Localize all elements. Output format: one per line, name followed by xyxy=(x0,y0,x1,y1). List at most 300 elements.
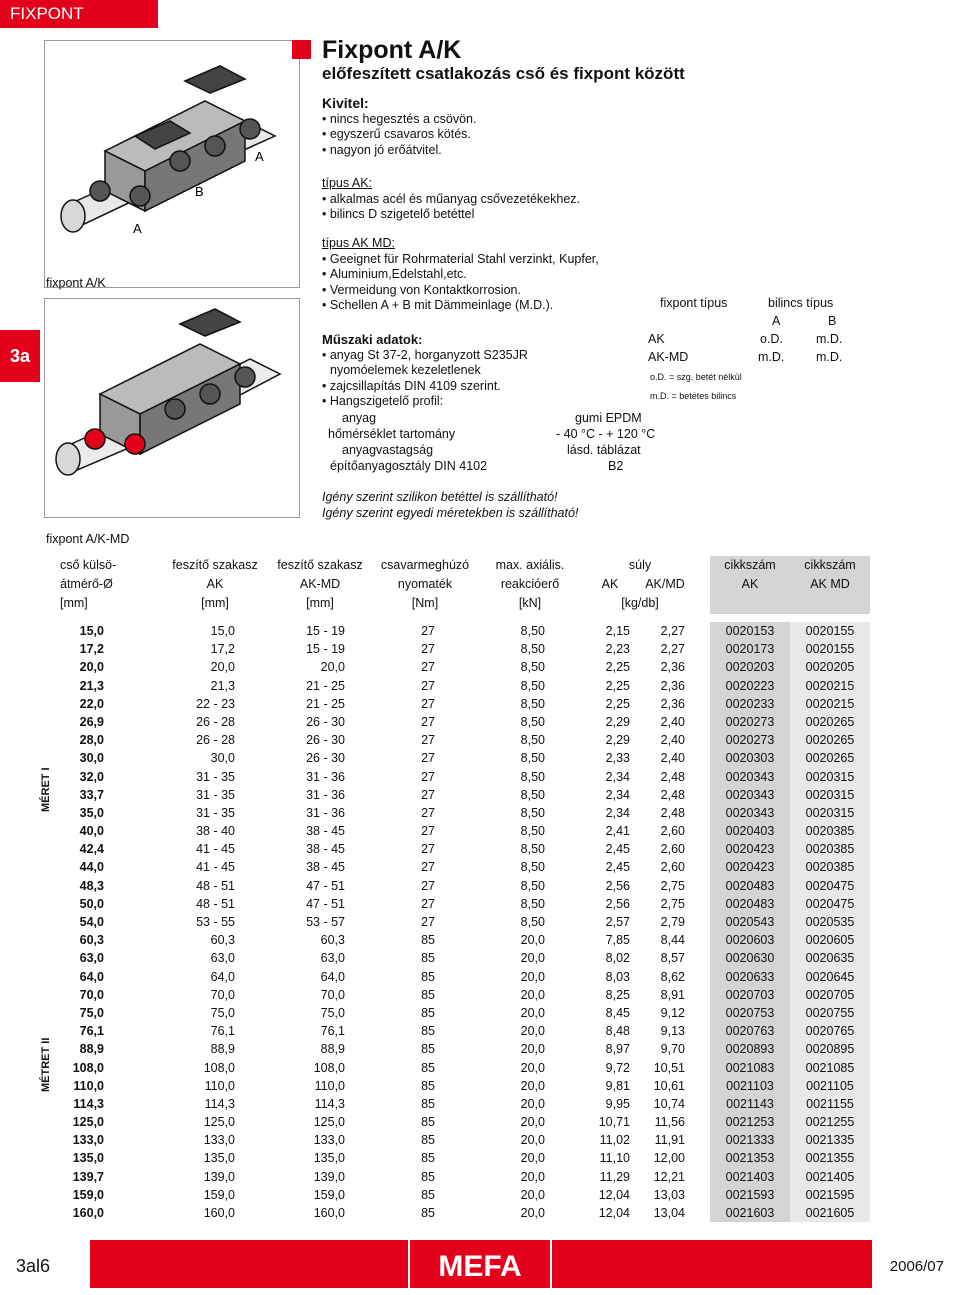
prop-value: gumi EPDM xyxy=(575,411,642,425)
table-cell: 160,0 xyxy=(203,1206,235,1220)
table-cell: 133,0 xyxy=(72,1133,104,1148)
table-cell: 15 - 19 xyxy=(306,624,345,638)
table-cell: 64,0 xyxy=(210,969,235,984)
chapter-tab: 3a xyxy=(0,330,40,382)
table-cell: 8,50 xyxy=(520,714,545,729)
table-cell: 0020635 xyxy=(790,949,870,967)
table-cell: 63,0 xyxy=(79,951,104,966)
table-cell: 27 xyxy=(421,733,435,748)
table-cell: 7,85 xyxy=(605,933,630,948)
col-header: csavarmeghúzó xyxy=(380,558,470,572)
table-cell: 0021253 xyxy=(710,1113,790,1131)
table-cell: 27 xyxy=(421,751,435,766)
table-cell: 2,29 xyxy=(605,733,630,748)
table-cell: 8,91 xyxy=(660,987,685,1002)
table-cell: 17,2 xyxy=(210,642,235,657)
table-cell: 27 xyxy=(421,842,435,857)
table-cell: 41 - 45 xyxy=(196,842,235,857)
table-cell: 20,0 xyxy=(520,987,545,1002)
table-cell: 20,0 xyxy=(520,1133,545,1148)
table-cell: 0020205 xyxy=(790,658,870,676)
table-cell: 0020385 xyxy=(790,840,870,858)
col-header: [kN] xyxy=(518,596,542,610)
table-cell: 27 xyxy=(421,769,435,784)
table-cell: 133,0 xyxy=(203,1133,235,1148)
table-cell: 11,56 xyxy=(654,1115,685,1130)
table-cell: 85 xyxy=(421,1096,435,1111)
table-cell: 26,9 xyxy=(79,714,104,729)
legend-note: m.D. = betétes bilincs xyxy=(650,391,737,401)
table-cell: 21 - 25 xyxy=(306,678,345,693)
table-cell: 0020233 xyxy=(710,695,790,713)
table-cell: 85 xyxy=(421,1115,435,1130)
table-cell: 2,40 xyxy=(660,733,685,748)
table-cell: 2,40 xyxy=(660,751,685,766)
table-row xyxy=(60,913,870,931)
table-cell: 76,1 xyxy=(210,1024,235,1039)
col-header: AK-MD xyxy=(299,577,341,591)
col-header: AK/MD xyxy=(645,577,685,591)
table-cell: 0021405 xyxy=(790,1168,870,1186)
table-cell: 0020535 xyxy=(790,913,870,931)
table-row xyxy=(60,786,870,804)
table-cell: 53 - 57 xyxy=(306,915,345,929)
table-cell: 20,0 xyxy=(79,660,104,675)
table-cell: 2,33 xyxy=(605,751,630,766)
table-cell: 133,0 xyxy=(313,1133,345,1148)
table-cell: 0021353 xyxy=(710,1149,790,1167)
table-cell: 70,0 xyxy=(210,987,235,1002)
table-cell: 0020703 xyxy=(710,986,790,1004)
col-header: nyomaték xyxy=(397,577,453,591)
table-cell: 27 xyxy=(421,660,435,675)
muszaki-heading: Műszaki adatok: xyxy=(322,332,423,347)
table-cell: 160,0 xyxy=(313,1206,345,1220)
table-cell: 2,75 xyxy=(660,896,685,911)
table-cell: 20,0 xyxy=(520,1187,545,1202)
table-cell: 20,0 xyxy=(520,1078,545,1093)
table-cell: 0021255 xyxy=(790,1113,870,1131)
table-row xyxy=(60,1168,870,1186)
table-cell: 20,0 xyxy=(520,1169,545,1184)
table-row xyxy=(60,677,870,695)
table-cell: 70,0 xyxy=(79,987,104,1002)
table-cell: 26 - 30 xyxy=(306,751,345,766)
note-line: Igény szerint egyedi méretekben is szállítható! xyxy=(322,506,579,520)
table-cell: 85 xyxy=(421,969,435,984)
tipus-akmd-item: • Schellen A + B mit Dämmeinlage (M.D.). xyxy=(322,298,599,314)
table-cell: 0020755 xyxy=(790,1004,870,1022)
col-header: cikkszám xyxy=(724,558,776,572)
table-cell: 2,41 xyxy=(605,824,630,839)
table-row xyxy=(60,1004,870,1022)
table-cell: 17,2 xyxy=(79,642,104,657)
table-cell: 8,97 xyxy=(605,1042,630,1057)
table-cell: 0020315 xyxy=(790,768,870,786)
table-cell: 8,50 xyxy=(520,860,545,875)
table-cell: 0021103 xyxy=(710,1077,790,1095)
label-a-lower: A xyxy=(133,221,142,236)
table-cell: 47 - 51 xyxy=(306,896,345,911)
table-cell: 0020765 xyxy=(790,1022,870,1040)
col-header: [kg/db] xyxy=(621,596,659,610)
table-cell: 125,0 xyxy=(313,1115,345,1130)
table-cell: 139,0 xyxy=(313,1169,345,1184)
table-cell: 8,57 xyxy=(660,951,685,966)
type-table-header: bilincs típus xyxy=(768,296,834,310)
fixpoint-akmd-illustration xyxy=(44,298,300,518)
table-cell: 12,04 xyxy=(598,1187,630,1202)
table-cell: 0020315 xyxy=(790,786,870,804)
table-cell: 0020483 xyxy=(710,877,790,895)
figure-label-akmd: fixpont A/K-MD xyxy=(46,532,130,546)
table-cell: 60,3 xyxy=(210,933,235,948)
table-cell: 110,0 xyxy=(73,1078,104,1093)
table-cell: 11,91 xyxy=(654,1133,685,1148)
page-subtitle: előfeszített csatlakozás cső és fixpont között xyxy=(322,64,685,83)
table-cell: 110,0 xyxy=(314,1078,345,1093)
type-table-cell: m.D. xyxy=(816,332,843,346)
type-table-sub: A xyxy=(772,314,781,328)
tipus-akmd-section xyxy=(322,236,599,314)
table-cell: 26 - 28 xyxy=(196,714,235,729)
table-cell: 0020423 xyxy=(710,858,790,876)
table-cell: 60,3 xyxy=(320,933,345,948)
mefa-logo xyxy=(410,1240,550,1288)
table-cell: 85 xyxy=(421,1133,435,1148)
table-cell: 8,50 xyxy=(520,696,545,711)
table-cell: 0021335 xyxy=(790,1131,870,1149)
table-cell: 0020403 xyxy=(710,822,790,840)
prop-label: építőanyagosztály DIN 4102 xyxy=(330,459,488,473)
table-cell: 8,50 xyxy=(520,678,545,693)
table-cell: 9,12 xyxy=(660,1005,685,1020)
type-table-cell: m.D. xyxy=(758,350,785,364)
section-tab: FIXPONT xyxy=(0,0,158,28)
table-cell: 20,0 xyxy=(520,969,545,984)
table-cell: 85 xyxy=(421,1060,435,1075)
table-cell: 0020153 xyxy=(710,622,790,640)
table-cell: 8,03 xyxy=(605,969,630,984)
table-cell: 85 xyxy=(421,1187,435,1202)
table-cell: 125,0 xyxy=(72,1115,104,1130)
table-row xyxy=(60,1131,870,1149)
table-cell: 2,25 xyxy=(605,678,630,693)
table-cell: 0021603 xyxy=(710,1204,790,1222)
table-cell: 26 - 30 xyxy=(306,733,345,748)
page-title: Fixpont A/K xyxy=(322,36,462,64)
muszaki-item: • zajcsillapítás DIN 4109 szerint. xyxy=(322,379,528,395)
table-cell: 31 - 35 xyxy=(196,769,235,784)
col-header: átmérő-Ø xyxy=(60,577,113,591)
table-cell: 2,36 xyxy=(660,660,685,675)
table-cell: 0020265 xyxy=(790,731,870,749)
col-header: [mm] xyxy=(60,596,88,610)
table-cell: 88,9 xyxy=(320,1042,345,1057)
table-cell: 0020343 xyxy=(710,786,790,804)
kivitel-item: • nincs hegesztés a csövön. xyxy=(322,112,476,128)
table-cell: 41 - 45 xyxy=(196,860,235,875)
prop-label: hőmérséklet tartomány xyxy=(328,427,456,441)
table-cell: 8,50 xyxy=(520,642,545,657)
table-cell: 10,74 xyxy=(653,1096,685,1111)
table-cell: 8,50 xyxy=(520,660,545,675)
table-cell: 31 - 36 xyxy=(306,769,345,784)
table-cell: 2,57 xyxy=(605,915,630,929)
table-cell: 0020203 xyxy=(710,658,790,676)
type-table-cell: m.D. xyxy=(816,350,843,364)
table-cell: 85 xyxy=(421,933,435,948)
table-cell: 31 - 36 xyxy=(306,805,345,820)
col-header: cikkszám xyxy=(804,558,856,572)
legend-note: o.D. = szg. betét nélkül xyxy=(650,372,742,382)
table-cell: 27 xyxy=(421,915,435,929)
table-cell: 2,34 xyxy=(605,787,630,802)
data-table xyxy=(60,622,870,1222)
tipus-ak-heading: típus AK: xyxy=(322,176,373,190)
table-cell: 27 xyxy=(421,860,435,875)
table-cell: 27 xyxy=(421,878,435,893)
table-row xyxy=(60,1022,870,1040)
kivitel-section xyxy=(322,96,476,158)
table-cell: 76,1 xyxy=(320,1024,345,1039)
prop-value: B2 xyxy=(608,459,624,473)
table-cell: 27 xyxy=(421,824,435,839)
table-cell: 0020215 xyxy=(790,695,870,713)
page-code: 3al6 xyxy=(16,1256,51,1276)
table-cell: 8,50 xyxy=(520,878,545,893)
table-cell: 110,0 xyxy=(204,1078,235,1093)
table-cell: 38 - 45 xyxy=(306,860,345,875)
fixpoint-ak-illustration xyxy=(44,40,300,288)
table-cell: 20,0 xyxy=(520,1024,545,1039)
table-cell: 53 - 55 xyxy=(196,915,235,929)
tipus-ak-section xyxy=(322,176,580,223)
table-cell: 20,0 xyxy=(520,951,545,966)
tipus-akmd-heading: típus AK MD: xyxy=(322,236,395,250)
table-cell: 27 xyxy=(421,678,435,693)
prop-value: lásd. táblázat xyxy=(567,443,641,457)
table-row xyxy=(60,713,870,731)
type-table-cell: o.D. xyxy=(760,332,783,346)
table-cell: 27 xyxy=(421,805,435,820)
table-cell: 8,50 xyxy=(520,733,545,748)
table-cell: 27 xyxy=(421,696,435,711)
table-cell: 64,0 xyxy=(320,969,345,984)
table-cell: 40,0 xyxy=(79,824,104,839)
col-header: AK MD xyxy=(810,577,850,591)
table-cell: 33,7 xyxy=(79,787,104,802)
table-cell: 0021105 xyxy=(790,1077,870,1095)
table-cell: 8,50 xyxy=(520,842,545,857)
table-cell: 11,10 xyxy=(599,1151,630,1166)
table-cell: 88,9 xyxy=(210,1042,235,1057)
table-cell: 0020475 xyxy=(790,877,870,895)
kivitel-item: • egyszerű csavaros kötés. xyxy=(322,127,476,143)
tipus-ak-item: • bilincs D szigetelő betéttel xyxy=(322,207,580,223)
table-row xyxy=(60,931,870,949)
table-cell: 27 xyxy=(421,624,435,638)
table-cell: 26 - 30 xyxy=(306,714,345,729)
table-cell: 20,0 xyxy=(520,1206,545,1220)
table-cell: 8,50 xyxy=(520,896,545,911)
svg-text:MEFA: MEFA xyxy=(438,1250,522,1283)
table-cell: 31 - 35 xyxy=(196,787,235,802)
table-row xyxy=(60,986,870,1004)
table-cell: 38 - 40 xyxy=(196,824,235,839)
table-cell: 0020605 xyxy=(790,931,870,949)
table-row xyxy=(60,804,870,822)
table-cell: 2,45 xyxy=(605,842,630,857)
table-cell: 135,0 xyxy=(72,1151,104,1166)
table-row xyxy=(60,1077,870,1095)
table-cell: 2,75 xyxy=(660,878,685,893)
table-row xyxy=(60,749,870,767)
table-row xyxy=(60,658,870,676)
type-table-cell: AK-MD xyxy=(648,350,689,364)
table-cell: 2,48 xyxy=(660,787,685,802)
table-cell: 9,72 xyxy=(605,1060,630,1075)
table-cell: 85 xyxy=(421,951,435,966)
label-a-upper: A xyxy=(255,149,264,164)
table-cell: 0020385 xyxy=(790,822,870,840)
col-header: súly xyxy=(628,558,652,572)
table-cell: 64,0 xyxy=(79,969,104,984)
table-cell: 88,9 xyxy=(79,1042,104,1057)
muszaki-item-cont: nyomóelemek kezeletlenek xyxy=(330,363,481,377)
table-cell: 8,50 xyxy=(520,769,545,784)
print-date: 2006/07 xyxy=(889,1258,944,1275)
table-cell: 0020315 xyxy=(790,804,870,822)
table-cell: 0020893 xyxy=(710,1040,790,1058)
table-cell: 13,03 xyxy=(653,1187,685,1202)
table-cell: 0020705 xyxy=(790,986,870,1004)
table-cell: 0020265 xyxy=(790,749,870,767)
table-row xyxy=(60,731,870,749)
prop-label: anyag xyxy=(342,411,377,425)
table-cell: 20,0 xyxy=(520,1060,545,1075)
table-cell: 159,0 xyxy=(72,1187,104,1202)
table-cell: 9,70 xyxy=(660,1042,685,1057)
table-row xyxy=(60,1095,870,1113)
table-cell: 8,50 xyxy=(520,624,545,638)
table-row xyxy=(60,1149,870,1167)
table-cell: 2,60 xyxy=(660,842,685,857)
group-label-1: MÉRET I xyxy=(40,767,52,812)
table-cell: 2,29 xyxy=(605,714,630,729)
table-cell: 70,0 xyxy=(320,987,345,1002)
table-cell: 2,27 xyxy=(660,642,685,657)
table-cell: 85 xyxy=(421,1206,435,1220)
type-table-header: fixpont típus xyxy=(660,296,728,310)
table-row xyxy=(60,858,870,876)
table-cell: 8,50 xyxy=(520,751,545,766)
col-header: feszítő szakasz xyxy=(172,558,258,572)
col-header: cső külsö- xyxy=(60,558,117,572)
table-cell: 30,0 xyxy=(79,751,104,766)
footer-bar-right xyxy=(552,1240,872,1288)
footer-bar-left xyxy=(90,1240,408,1288)
table-cell: 27 xyxy=(421,642,435,657)
table-cell: 85 xyxy=(421,1005,435,1020)
col-header: AK xyxy=(206,577,224,591)
type-table-sub: B xyxy=(828,314,837,328)
table-cell: 0021155 xyxy=(790,1095,870,1113)
table-cell: 15 - 19 xyxy=(306,642,345,657)
group-label-2: MÉTRET II xyxy=(40,1037,52,1092)
col-header: AK xyxy=(741,577,759,591)
table-cell: 108,0 xyxy=(313,1060,345,1075)
table-cell: 50,0 xyxy=(79,896,104,911)
table-cell: 0020543 xyxy=(710,913,790,931)
table-cell: 48 - 51 xyxy=(196,878,235,893)
table-cell: 2,60 xyxy=(660,824,685,839)
kivitel-heading: Kivitel: xyxy=(322,95,369,111)
table-cell: 12,04 xyxy=(598,1206,630,1220)
table-cell: 2,27 xyxy=(660,624,685,638)
type-table-cell: AK xyxy=(648,332,665,346)
table-cell: 0020895 xyxy=(790,1040,870,1058)
table-row xyxy=(60,1186,870,1204)
table-row xyxy=(60,822,870,840)
table-cell: 0020265 xyxy=(790,713,870,731)
table-cell: 0021355 xyxy=(790,1149,870,1167)
table-cell: 2,56 xyxy=(605,896,630,911)
table-cell: 15,0 xyxy=(210,624,235,638)
table-cell: 0020423 xyxy=(710,840,790,858)
table-cell: 32,0 xyxy=(79,769,104,784)
kivitel-item: • nagyon jó erőátvitel. xyxy=(322,143,476,159)
table-cell: 8,45 xyxy=(605,1005,630,1020)
table-cell: 2,48 xyxy=(660,805,685,820)
table-cell: 63,0 xyxy=(210,951,235,966)
col-header: [mm] xyxy=(201,596,229,610)
table-cell: 0021595 xyxy=(790,1186,870,1204)
table-cell: 9,81 xyxy=(605,1078,630,1093)
prop-label: anyagvastagság xyxy=(342,443,434,457)
table-row xyxy=(60,695,870,713)
table-cell: 85 xyxy=(421,987,435,1002)
table-cell: 0020630 xyxy=(710,949,790,967)
table-cell: 108,0 xyxy=(72,1060,104,1075)
table-cell: 20,0 xyxy=(520,1005,545,1020)
table-cell: 13,04 xyxy=(653,1206,685,1220)
table-cell: 75,0 xyxy=(210,1005,235,1020)
table-cell: 75,0 xyxy=(79,1005,104,1020)
table-cell: 38 - 45 xyxy=(306,824,345,839)
table-cell: 9,95 xyxy=(605,1096,630,1111)
col-header: [mm] xyxy=(306,596,334,610)
table-cell: 11,29 xyxy=(599,1169,630,1184)
table-cell: 2,79 xyxy=(660,915,685,929)
table-cell: 63,0 xyxy=(320,951,345,966)
table-cell: 114,3 xyxy=(204,1096,235,1111)
table-cell: 27 xyxy=(421,787,435,802)
table-cell: 8,02 xyxy=(605,951,630,966)
table-cell: 0021085 xyxy=(790,1059,870,1077)
table-cell: 27 xyxy=(421,896,435,911)
table-cell: 15,0 xyxy=(79,624,104,638)
table-cell: 75,0 xyxy=(320,1005,345,1020)
table-cell: 114,3 xyxy=(73,1096,104,1111)
table-cell: 20,0 xyxy=(320,660,345,675)
table-cell: 0021083 xyxy=(710,1059,790,1077)
table-cell: 20,0 xyxy=(520,1151,545,1166)
table-cell: 0020155 xyxy=(790,640,870,658)
table-cell: 0020303 xyxy=(710,749,790,767)
table-cell: 28,0 xyxy=(79,733,104,748)
table-row xyxy=(60,1059,870,1077)
